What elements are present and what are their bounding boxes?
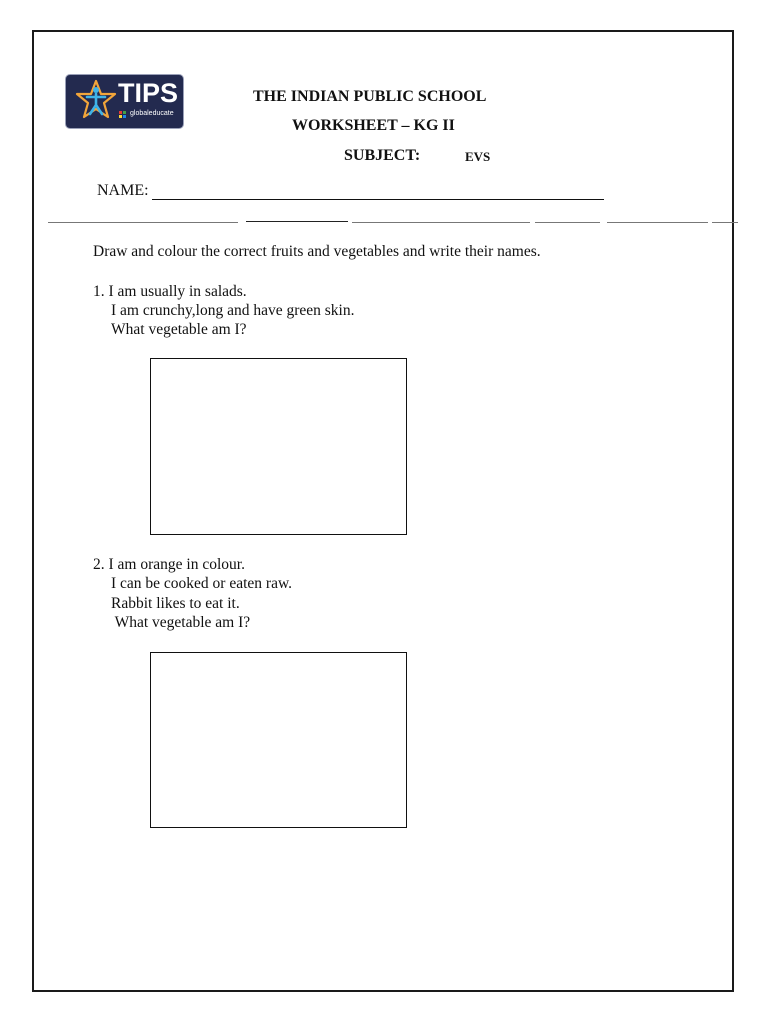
name-field[interactable] (152, 183, 604, 200)
subject-value: EVS (465, 149, 491, 164)
question-1-line-2: I am crunchy,long and have green skin. (111, 302, 355, 319)
worksheet-title: WORKSHEET – KG II (292, 117, 455, 134)
question-2-line-2: I can be cooked or eaten raw. (111, 575, 293, 592)
name-row (97, 182, 604, 200)
logo-wordmark: TIPS (118, 78, 179, 108)
name-label: NAME: (97, 182, 149, 199)
separator-line (607, 222, 708, 223)
separator-line (712, 222, 738, 223)
school-logo (65, 74, 184, 129)
question-2-line-1: 2. I am orange in colour. (93, 556, 245, 573)
school-name: THE INDIAN PUBLIC SCHOOL (253, 88, 487, 105)
separator-line (48, 222, 238, 223)
logo-tagline: globaleducate (130, 110, 174, 117)
separator-line (246, 221, 348, 222)
question-1-line-3: What vegetable am I? (111, 321, 247, 338)
question-1-line-1: 1. I am usually in salads. (93, 283, 247, 300)
question-2-line-4: What vegetable am I? (111, 614, 251, 631)
drawing-box-2[interactable] (150, 652, 407, 828)
subject-label: SUBJECT: (344, 147, 421, 164)
question-2-line-3: Rabbit likes to eat it. (111, 595, 240, 612)
separator-line (535, 222, 600, 223)
instructions: Draw and colour the correct fruits and vegetables and write their names. (93, 243, 541, 260)
drawing-box-1[interactable] (150, 358, 407, 535)
separator-line (352, 222, 530, 223)
